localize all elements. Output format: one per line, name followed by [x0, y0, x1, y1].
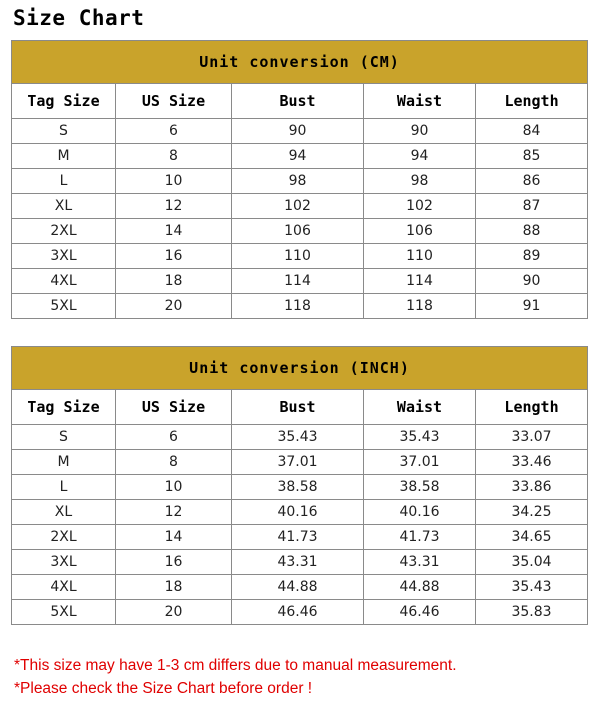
- column-header-us-size: US Size: [116, 390, 232, 425]
- cell-bust: 118: [232, 294, 364, 319]
- cell-tag-size: 3XL: [12, 550, 116, 575]
- cell-waist: 114: [364, 269, 476, 294]
- cell-waist: 37.01: [364, 450, 476, 475]
- cell-length: 85: [476, 144, 588, 169]
- table-row: [12, 244, 588, 269]
- note-check-chart: *Please check the Size Chart before order !: [14, 680, 313, 697]
- table-title: Unit conversion (CM): [12, 41, 588, 84]
- cell-bust: 40.16: [232, 500, 364, 525]
- cell-us-size: 12: [116, 194, 232, 219]
- cell-length: 86: [476, 169, 588, 194]
- table-row: [12, 194, 588, 219]
- cell-tag-size: 2XL: [12, 525, 116, 550]
- table-row: [12, 500, 588, 525]
- cell-us-size: 18: [116, 269, 232, 294]
- table-row: [12, 475, 588, 500]
- cell-waist: 40.16: [364, 500, 476, 525]
- cell-waist: 102: [364, 194, 476, 219]
- cell-bust: 114: [232, 269, 364, 294]
- cell-waist: 118: [364, 294, 476, 319]
- cell-us-size: 10: [116, 475, 232, 500]
- table-row: [12, 269, 588, 294]
- cell-waist: 44.88: [364, 575, 476, 600]
- table-row: [12, 294, 588, 319]
- cell-length: 35.83: [476, 600, 588, 625]
- cell-tag-size: 5XL: [12, 294, 116, 319]
- cell-tag-size: 5XL: [12, 600, 116, 625]
- cell-waist: 98: [364, 169, 476, 194]
- cell-tag-size: L: [12, 169, 116, 194]
- table-row: [12, 119, 588, 144]
- note-size-variance: *This size may have 1-3 cm differs due to manual measurement.: [14, 657, 457, 674]
- table-row: [12, 550, 588, 575]
- cell-waist: 110: [364, 244, 476, 269]
- cell-length: 34.25: [476, 500, 588, 525]
- cell-waist: 41.73: [364, 525, 476, 550]
- column-header-us-size: US Size: [116, 84, 232, 119]
- cell-bust: 90: [232, 119, 364, 144]
- column-header-waist: Waist: [364, 390, 476, 425]
- table-row: [12, 425, 588, 450]
- size-table-cm: [11, 40, 588, 319]
- cell-us-size: 20: [116, 294, 232, 319]
- cell-length: 84: [476, 119, 588, 144]
- cell-us-size: 14: [116, 219, 232, 244]
- table-row: [12, 600, 588, 625]
- cell-tag-size: 3XL: [12, 244, 116, 269]
- cell-us-size: 16: [116, 244, 232, 269]
- cell-us-size: 12: [116, 500, 232, 525]
- table-row: [12, 169, 588, 194]
- cell-us-size: 6: [116, 425, 232, 450]
- column-header-length: Length: [476, 84, 588, 119]
- cell-bust: 35.43: [232, 425, 364, 450]
- cell-us-size: 18: [116, 575, 232, 600]
- cell-tag-size: XL: [12, 194, 116, 219]
- column-header-tag-size: Tag Size: [12, 84, 116, 119]
- cell-waist: 94: [364, 144, 476, 169]
- cell-length: 89: [476, 244, 588, 269]
- cell-waist: 35.43: [364, 425, 476, 450]
- cell-length: 35.43: [476, 575, 588, 600]
- page-title: Size Chart: [13, 6, 145, 30]
- column-header-tag-size: Tag Size: [12, 390, 116, 425]
- cell-us-size: 20: [116, 600, 232, 625]
- cell-bust: 43.31: [232, 550, 364, 575]
- table-row: [12, 525, 588, 550]
- cell-bust: 37.01: [232, 450, 364, 475]
- cell-us-size: 16: [116, 550, 232, 575]
- cell-length: 87: [476, 194, 588, 219]
- table-row: [12, 144, 588, 169]
- cell-waist: 106: [364, 219, 476, 244]
- table-row: [12, 219, 588, 244]
- cell-length: 33.07: [476, 425, 588, 450]
- column-header-bust: Bust: [232, 390, 364, 425]
- cell-bust: 106: [232, 219, 364, 244]
- cell-length: 91: [476, 294, 588, 319]
- cell-bust: 94: [232, 144, 364, 169]
- cell-bust: 38.58: [232, 475, 364, 500]
- cell-length: 88: [476, 219, 588, 244]
- cell-tag-size: S: [12, 119, 116, 144]
- cell-bust: 41.73: [232, 525, 364, 550]
- cell-waist: 90: [364, 119, 476, 144]
- cell-bust: 110: [232, 244, 364, 269]
- cell-waist: 43.31: [364, 550, 476, 575]
- cell-tag-size: XL: [12, 500, 116, 525]
- cell-tag-size: L: [12, 475, 116, 500]
- cell-waist: 46.46: [364, 600, 476, 625]
- cell-tag-size: S: [12, 425, 116, 450]
- notes: [14, 654, 457, 700]
- cell-us-size: 6: [116, 119, 232, 144]
- cell-bust: 98: [232, 169, 364, 194]
- cell-waist: 38.58: [364, 475, 476, 500]
- cell-length: 35.04: [476, 550, 588, 575]
- cell-tag-size: M: [12, 144, 116, 169]
- size-table-inch: [11, 346, 588, 625]
- cell-length: 90: [476, 269, 588, 294]
- cell-tag-size: M: [12, 450, 116, 475]
- cell-us-size: 10: [116, 169, 232, 194]
- cell-length: 33.86: [476, 475, 588, 500]
- cell-tag-size: 4XL: [12, 269, 116, 294]
- column-header-length: Length: [476, 390, 588, 425]
- table-row: [12, 450, 588, 475]
- cell-length: 33.46: [476, 450, 588, 475]
- cell-us-size: 8: [116, 450, 232, 475]
- cell-us-size: 8: [116, 144, 232, 169]
- column-header-bust: Bust: [232, 84, 364, 119]
- cell-bust: 46.46: [232, 600, 364, 625]
- column-header-waist: Waist: [364, 84, 476, 119]
- table-row: [12, 575, 588, 600]
- cell-tag-size: 2XL: [12, 219, 116, 244]
- table-title: Unit conversion (INCH): [12, 347, 588, 390]
- cell-bust: 44.88: [232, 575, 364, 600]
- cell-bust: 102: [232, 194, 364, 219]
- cell-tag-size: 4XL: [12, 575, 116, 600]
- cell-length: 34.65: [476, 525, 588, 550]
- cell-us-size: 14: [116, 525, 232, 550]
